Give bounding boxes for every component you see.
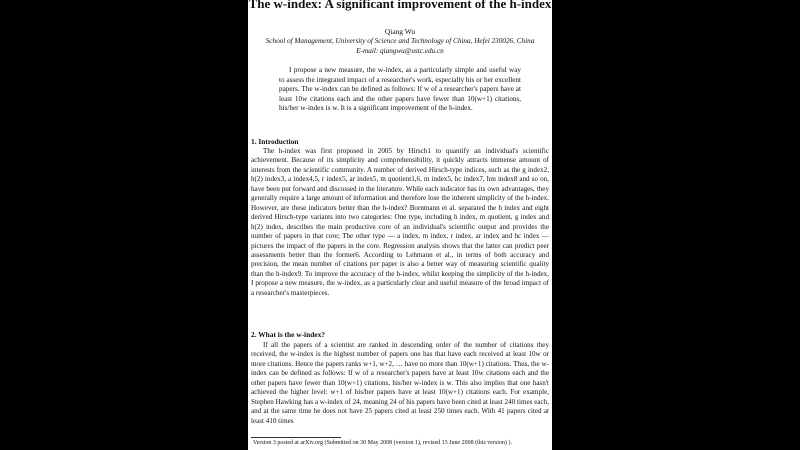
abstract: I propose a new measure, the w-index, as a particularly simple and useful way to assess the integrated impact of a researcher's work, especially his or her excellent papers. The w-index can be defined as follows: If w of a researcher's papers have at least 10w citations each and the other papers have fewer than 10(w+1) citations, his/her w-index is w. It is a significant improvement of the h-index. [279,66,521,113]
section-heading-introduction: 1. Introduction [251,137,299,146]
paper-title: The w-index: A significant improvement of the h-index [248,0,552,11]
paper-page [248,0,552,450]
section-body-what-is-w-index: If all the papers of a scientist are ranked in descending order of the number of citations they received, the w-index is the highest number of papers one has that have each received at least 10w or more citations. Hence the papers ranks w+1, w+2, … have no more than 10(w+1) citations. Thus, the w-index can be defined as follows: If w of a researcher's papers have at least 10w citations each and the other papers have fewer than 10(w+1) citations, his/her w-index is w. This also implies that one hasn't achieved the higher level: w+1 of his/her papers have at least 10(w+1) citations each. For example, Stephen Hawking has a w-index of 24, meaning 24 of his papers have been cited at least 240 times each, and at the same time he does not have 25 papers cited at least 250 times each. With 41 papers cited at least 410 times [251,341,549,425]
footnote: Version 3 posted at arXiv.org (Submitted on 30 May 2008 (version 1), revised 13 June 2008 (this version) ). [253,440,512,446]
section-heading-what-is-w-index: 2. What is the w-index? [251,330,325,339]
footnote-divider [251,437,341,438]
author-name: Qiang Wu [384,27,416,36]
author-email: E-mail: qiangwu@ustc.edu.cn [356,47,444,55]
author-affiliation: School of Management, University of Science and Technology of China, Hefei 230026, China [265,37,535,45]
section-body-introduction: The h-index was first proposed in 2005 by Hirsch1 to quantify an individual's scientific achievement. Because of its simplicity and comprehensibility, it quickly attracts immense amount of interests from the scientific community. A number of derived Hirsch-type indices, such as the g index2, h(2) index3, a index4,5, r index5, ar index5, m quotient1,6, m index5, hc index7, hm index8 and so on, have been put forward and discussed in the literature. While each indicator has its own advantages, they generally require a large amount of information and therefore lose the inherent simplicity of the h-index. However, are these indicators better than the h-index? Bornmann et al. separated the h index and eight derived Hirsch-type variants into two categories: One type, including h index, m quotient, g index and h(2) index, describes the main productive core of an individual's scientific output and provides the number of papers in that core; The other type — a index, m index, r index, ar index and hc index — pictures the impact of the papers in the core. Regression analysis shows that the latter can predict peer assessments better than the former6. According to Lehmann et al., in terms of both accuracy and precision, the mean number of citations per paper is also a better way of measuring scientific quality than the h-index9. To improve the accuracy of the h-index, whilst keeping the simplicity of the h-index, I propose a new measure, the w-index, as a particularly clear and useful measure of the broad impact of a researcher's masterpieces. [251,147,549,297]
